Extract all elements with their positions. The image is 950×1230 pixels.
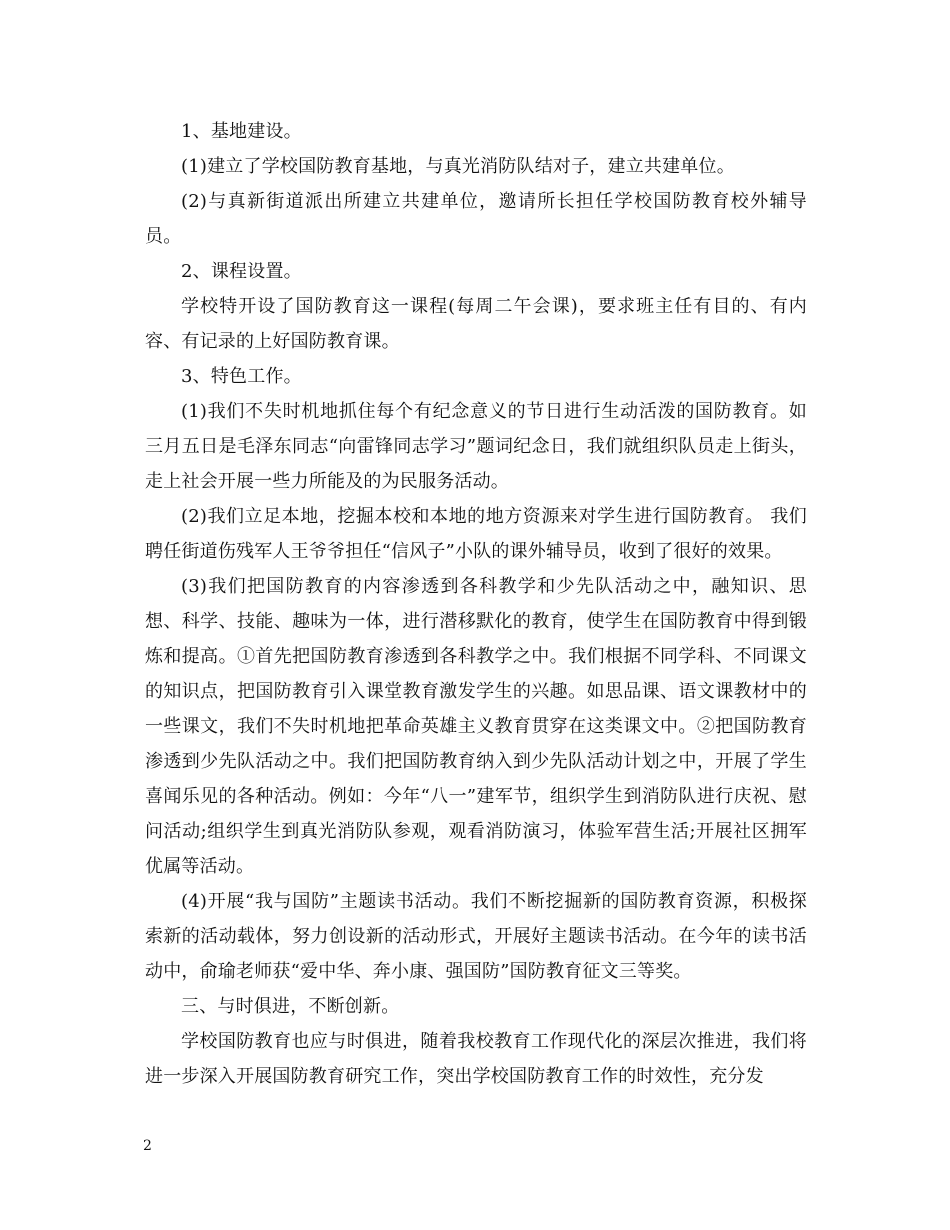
- paragraph-special-work-1: (1)我们不失时机地抓住每个有纪念意义的节日进行生动活泼的国防教育。如三月五日是毛泽东同志“向雷锋同志学习”题词纪念日，我们就组织队员走上街头，走上社会开展一些力所能及的为民服务活动。: [145, 401, 807, 492]
- heading-course-setup: 2、课程设置。: [181, 261, 302, 282]
- paragraph-base-item-1: (1)建立了学校国防教育基地，与真光消防队结对子，建立共建单位。: [181, 156, 735, 177]
- heading-base-construction: 1、基地建设。: [181, 121, 302, 142]
- heading-special-work: 3、特色工作。: [181, 366, 302, 387]
- heading-innovation: 三、与时俱进，不断创新。: [181, 996, 400, 1017]
- paragraph-special-work-3: (3)我们把国防教育的内容渗透到各科教学和少先队活动之中，融知识、思想、科学、技能、趣味为一体，进行潜移默化的教育，使学生在国防教育中得到锻炼和提高。①首先把国防教育渗透到各科教学之中。我们根据不同学科、不同课文的知识点，把国防教育引入课堂教育激发学生的兴趣。如思品课、语文课教材中的一些课文，我们不失时机地把革命英雄主义教育贯穿在这类课文中。②把国防教育渗透到少先队活动之中。我们把国防教育纳入到少先队活动计划之中，开展了学生喜闻乐见的各种活动。例如：今年“八一”建军节，组织学生到消防队进行庆祝、慰问活动;组织学生到真光消防队参观，观看消防演习，体验军营生活;开展社区拥军优属等活动。: [145, 576, 807, 877]
- paragraph-special-work-2: (2)我们立足本地，挖掘本校和本地的地方资源来对学生进行国防教育。 我们聘任街道伤残军人王爷爷担任“信风子”小队的课外辅导员，收到了很好的效果。: [145, 506, 807, 562]
- document-body: [145, 114, 807, 1094]
- paragraph-innovation: 学校国防教育也应与时俱进，随着我校教育工作现代化的深层次推进，我们将进一步深入开展国防教育研究工作，突出学校国防教育工作的时效性，充分发: [145, 1031, 807, 1087]
- paragraph-base-item-2: (2)与真新街道派出所建立共建单位，邀请所长担任学校国防教育校外辅导员。: [145, 191, 807, 247]
- page-number: 2: [143, 1138, 152, 1154]
- paragraph-special-work-4: (4)开展“我与国防”主题读书活动。我们不断挖掘新的国防教育资源，积极探索新的活动载体，努力创设新的活动形式，开展好主题读书活动。在今年的读书活动中，俞瑜老师获“爱中华、奔小康、强国防”国防教育征文三等奖。: [145, 891, 807, 982]
- paragraph-course-setup: 学校特开设了国防教育这一课程(每周二午会课)，要求班主任有目的、有内容、有记录的上好国防教育课。: [145, 296, 807, 352]
